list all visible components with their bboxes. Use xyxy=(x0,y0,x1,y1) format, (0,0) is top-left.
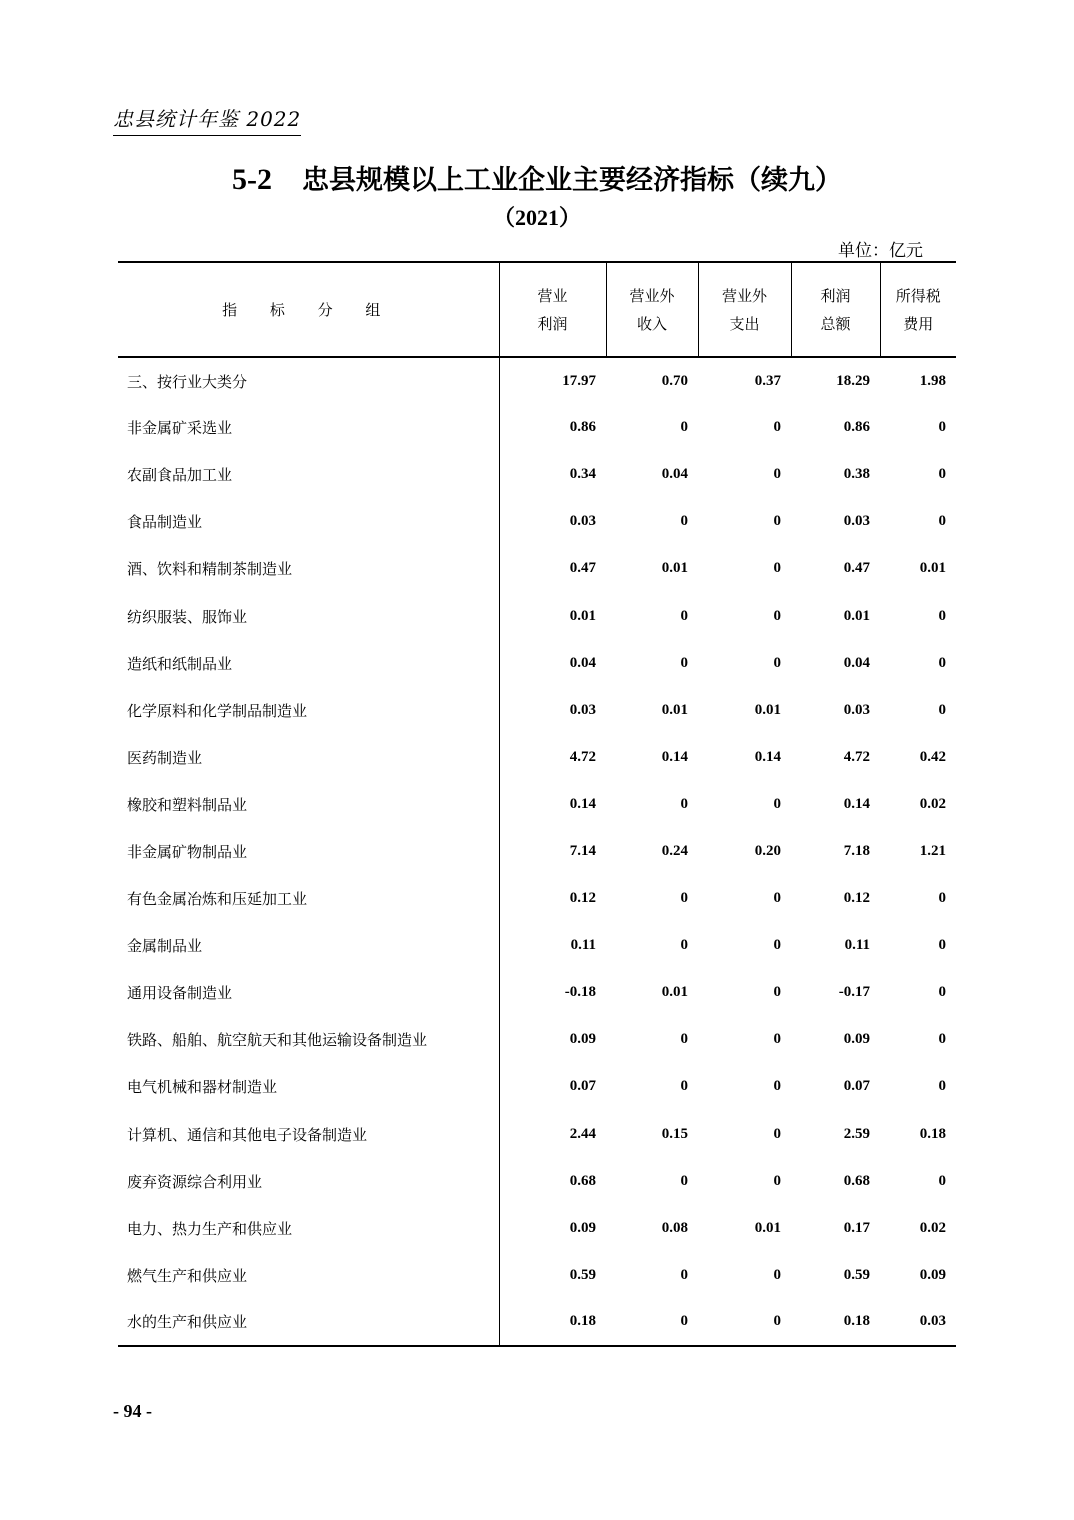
cell-value: 1.21 xyxy=(919,842,946,859)
statistics-table xyxy=(118,261,956,1347)
table-row xyxy=(118,828,956,875)
cell-value: 0 xyxy=(680,607,688,624)
table-title-text: 忠县规模以上工业企业主要经济指标（续九） xyxy=(302,165,842,196)
column-header-income-tax: 所得税 费用 xyxy=(880,262,956,357)
page-number: - 94 - xyxy=(113,1401,152,1421)
cell-value: 0.15 xyxy=(661,1125,688,1142)
table-row xyxy=(118,1111,956,1158)
cell-value: 0 xyxy=(698,1299,791,1346)
cell-value: 0 xyxy=(938,890,946,907)
column-header-total-profit: 利润 总额 xyxy=(791,262,880,357)
cell-value: 0.59 xyxy=(569,1266,596,1283)
cell-value: 2.44 xyxy=(569,1125,596,1142)
cell-value: 0.12 xyxy=(843,890,870,907)
column-header-indicator: 指 标 分 组 xyxy=(118,262,499,357)
cell-value: 18.29 xyxy=(836,372,870,389)
cell-value: 0.11 xyxy=(570,937,596,954)
yearbook-title: 忠县统计年鉴 2022 xyxy=(113,103,301,136)
table-row xyxy=(118,1016,956,1063)
row-label: 农副食品加工业 xyxy=(118,451,499,498)
cell-value: 0 xyxy=(680,1078,688,1095)
cell-value: 0.01 xyxy=(919,560,946,577)
table-row xyxy=(118,1252,956,1299)
cell-value: 0.14 xyxy=(754,748,781,765)
cell-value: 0 xyxy=(773,937,781,954)
row-label: 纺织服装、服饰业 xyxy=(118,592,499,639)
cell-value: 0.02 xyxy=(919,1219,946,1236)
table-row xyxy=(118,640,956,687)
cell-value: 0.01 xyxy=(754,701,781,718)
cell-value: 0.86 xyxy=(843,419,870,436)
cell-value: 0 xyxy=(773,560,781,577)
cell-value: 0.04 xyxy=(569,654,596,671)
cell-value: 4.72 xyxy=(843,748,870,765)
cell-value: 0 xyxy=(773,419,781,436)
table-title xyxy=(0,158,1074,197)
cell-value: 0.02 xyxy=(919,795,946,812)
cell-value: 0.01 xyxy=(661,984,688,1001)
cell-value: 0 xyxy=(938,984,946,1001)
cell-value: 0 xyxy=(680,890,688,907)
cell-value: 0.03 xyxy=(843,513,870,530)
cell-value: 0.38 xyxy=(843,466,870,483)
table-row xyxy=(118,357,956,404)
row-label: 废弃资源综合利用业 xyxy=(118,1158,499,1205)
row-label: 计算机、通信和其他电子设备制造业 xyxy=(118,1111,499,1158)
cell-value: 0 xyxy=(773,513,781,530)
table-row xyxy=(118,592,956,639)
cell-value: 0.03 xyxy=(880,1299,956,1346)
cell-value: -0.17 xyxy=(838,984,870,1001)
cell-value: 0.86 xyxy=(569,419,596,436)
cell-value: 0.07 xyxy=(569,1078,596,1095)
row-label: 电力、热力生产和供应业 xyxy=(118,1205,499,1252)
cell-value: 0 xyxy=(938,513,946,530)
cell-value: 0 xyxy=(680,1172,688,1189)
cell-value: 0.18 xyxy=(919,1125,946,1142)
statistics-table-container xyxy=(118,261,956,1347)
cell-value: 0.42 xyxy=(919,748,946,765)
table-row xyxy=(118,1205,956,1252)
cell-value: 0 xyxy=(680,513,688,530)
cell-value: 2.59 xyxy=(843,1125,870,1142)
row-label: 电气机械和器材制造业 xyxy=(118,1063,499,1110)
table-row xyxy=(118,969,956,1016)
row-label: 非金属矿采选业 xyxy=(118,404,499,451)
cell-value: 0 xyxy=(773,466,781,483)
row-label: 铁路、船舶、航空航天和其他运输设备制造业 xyxy=(118,1016,499,1063)
row-label: 食品制造业 xyxy=(118,498,499,545)
cell-value: 0 xyxy=(773,1078,781,1095)
cell-value: 0.59 xyxy=(843,1266,870,1283)
cell-value: 0 xyxy=(938,654,946,671)
cell-value: 0.14 xyxy=(661,748,688,765)
cell-value: 0.24 xyxy=(661,842,688,859)
table-year: （2021） xyxy=(492,205,581,230)
cell-value: 0.01 xyxy=(754,1219,781,1236)
table-row xyxy=(118,1158,956,1205)
cell-value: 0 xyxy=(938,419,946,436)
column-header-non-operating-income: 营业外 收入 xyxy=(606,262,698,357)
cell-value: 0.14 xyxy=(569,795,596,812)
table-row xyxy=(118,1063,956,1110)
table-row xyxy=(118,545,956,592)
row-label: 酒、饮料和精制茶制造业 xyxy=(118,545,499,592)
cell-value: 0.01 xyxy=(661,701,688,718)
cell-value: 0 xyxy=(938,701,946,718)
table-row xyxy=(118,498,956,545)
cell-value: 0.14 xyxy=(843,795,870,812)
table-row xyxy=(118,922,956,969)
table-row xyxy=(118,781,956,828)
cell-value: 0 xyxy=(680,795,688,812)
cell-value: 0 xyxy=(680,419,688,436)
cell-value: 0 xyxy=(938,1031,946,1048)
cell-value: 0.12 xyxy=(569,890,596,907)
row-label: 橡胶和塑料制品业 xyxy=(118,781,499,828)
row-label: 三、按行业大类分 xyxy=(118,357,499,404)
cell-value: 0.34 xyxy=(569,466,596,483)
table-row xyxy=(118,451,956,498)
cell-value: 0.03 xyxy=(569,513,596,530)
cell-value: 0.09 xyxy=(569,1031,596,1048)
cell-value: 0.03 xyxy=(569,701,596,718)
cell-value: 0 xyxy=(680,1266,688,1283)
cell-value: 0.70 xyxy=(661,372,688,389)
cell-value: 0.18 xyxy=(499,1299,606,1346)
cell-value: 0.04 xyxy=(661,466,688,483)
cell-value: 0.68 xyxy=(843,1172,870,1189)
row-label: 通用设备制造业 xyxy=(118,969,499,1016)
cell-value: 17.97 xyxy=(562,372,596,389)
table-row xyxy=(118,687,956,734)
cell-value: 0 xyxy=(773,1172,781,1189)
cell-value: 0 xyxy=(680,1031,688,1048)
cell-value: 0.07 xyxy=(843,1078,870,1095)
table-row xyxy=(118,1299,956,1346)
cell-value: 0 xyxy=(938,607,946,624)
table-header-row xyxy=(118,262,956,357)
row-label: 燃气生产和供应业 xyxy=(118,1252,499,1299)
unit-label: 单位：亿元 xyxy=(838,241,923,261)
cell-value: 0 xyxy=(773,890,781,907)
cell-value: 0 xyxy=(773,984,781,1001)
cell-value: 0.09 xyxy=(843,1031,870,1048)
cell-value: 0.09 xyxy=(919,1266,946,1283)
cell-value: 0.17 xyxy=(843,1219,870,1236)
row-label: 造纸和纸制品业 xyxy=(118,640,499,687)
row-label: 金属制品业 xyxy=(118,922,499,969)
cell-value: 0 xyxy=(938,466,946,483)
table-row xyxy=(118,404,956,451)
cell-value: 0 xyxy=(773,654,781,671)
cell-value: 0.68 xyxy=(569,1172,596,1189)
cell-value: 0.01 xyxy=(569,607,596,624)
cell-value: 7.18 xyxy=(843,842,870,859)
cell-value: 0.18 xyxy=(791,1299,880,1346)
table-number: 5-2 xyxy=(232,163,272,196)
column-header-operating-profit: 营业 利润 xyxy=(499,262,606,357)
cell-value: -0.18 xyxy=(564,984,596,1001)
cell-value: 0.03 xyxy=(843,701,870,718)
cell-value: 0 xyxy=(938,1172,946,1189)
cell-value: 0 xyxy=(773,1125,781,1142)
cell-value: 0.08 xyxy=(661,1219,688,1236)
row-label: 水的生产和供应业 xyxy=(118,1299,499,1346)
cell-value: 0 xyxy=(773,607,781,624)
cell-value: 0 xyxy=(773,1031,781,1048)
row-label: 非金属矿物制品业 xyxy=(118,828,499,875)
cell-value: 0 xyxy=(680,937,688,954)
cell-value: 0 xyxy=(938,1078,946,1095)
table-row xyxy=(118,875,956,922)
cell-value: 0 xyxy=(938,937,946,954)
cell-value: 1.98 xyxy=(919,372,946,389)
row-label: 医药制造业 xyxy=(118,734,499,781)
cell-value: 0.04 xyxy=(843,654,870,671)
cell-value: 0.20 xyxy=(754,842,781,859)
column-header-non-operating-expense: 营业外 支出 xyxy=(698,262,791,357)
cell-value: 0.37 xyxy=(754,372,781,389)
cell-value: 0 xyxy=(606,1299,698,1346)
cell-value: 7.14 xyxy=(569,842,596,859)
cell-value: 0.47 xyxy=(569,560,596,577)
cell-value: 0.09 xyxy=(569,1219,596,1236)
cell-value: 0.01 xyxy=(661,560,688,577)
row-label: 化学原料和化学制品制造业 xyxy=(118,687,499,734)
cell-value: 0.11 xyxy=(844,937,870,954)
cell-value: 0 xyxy=(773,795,781,812)
cell-value: 0 xyxy=(680,654,688,671)
cell-value: 0.47 xyxy=(843,560,870,577)
table-body xyxy=(118,357,956,1346)
cell-value: 0.01 xyxy=(843,607,870,624)
cell-value: 4.72 xyxy=(569,748,596,765)
cell-value: 0 xyxy=(773,1266,781,1283)
table-row xyxy=(118,734,956,781)
row-label: 有色金属冶炼和压延加工业 xyxy=(118,875,499,922)
